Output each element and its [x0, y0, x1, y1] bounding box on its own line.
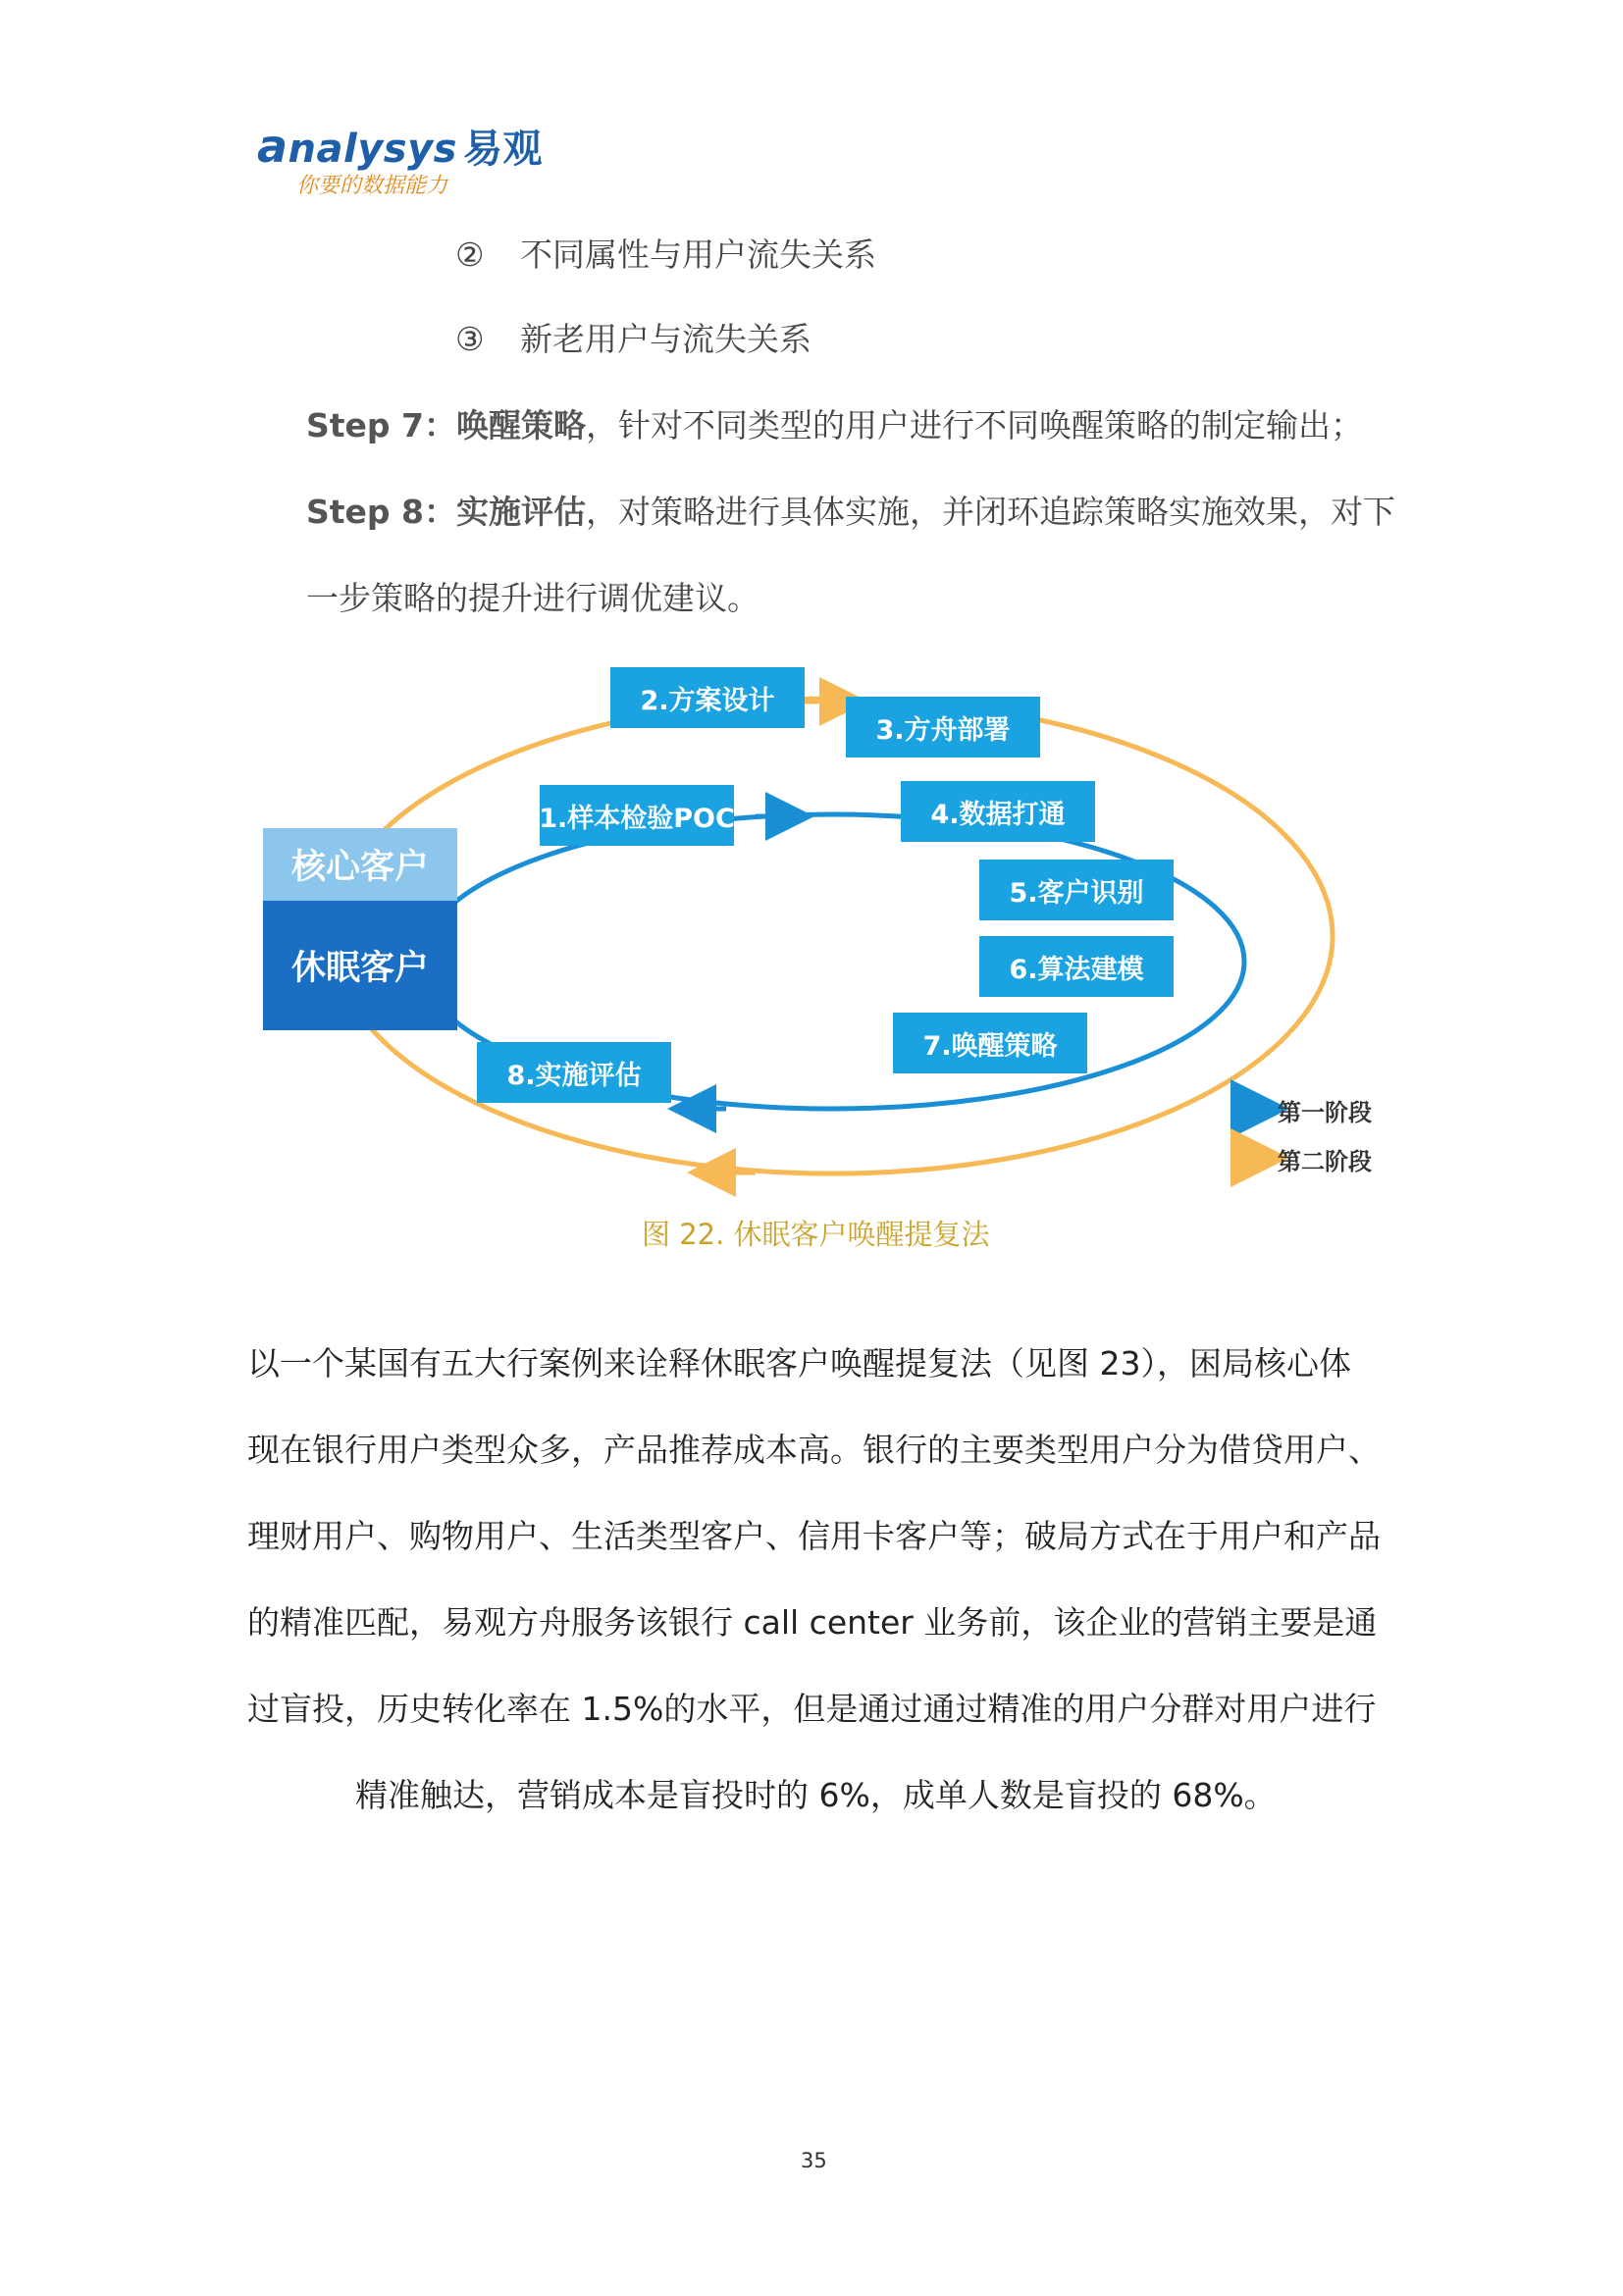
legend-phase1-label: 第一阶段 [1278, 1099, 1372, 1126]
dormant-customer-box: 休眠客户 [263, 901, 457, 1030]
logo-tagline: 你要的数据能力 [296, 174, 448, 198]
body-line: 的精准匹配，易观方舟服务该银行 call center 业务前，该企业的营销主要是通 [247, 1603, 1378, 1642]
step-8: Step 8：实施评估，对策略进行具体实施，并闭环追踪策略实施效果，对下 [306, 493, 1395, 531]
body-line: 过盲投，历史转化率在 1.5%的水平，但是通过通过精准的用户分群对用户进行 [247, 1690, 1377, 1728]
list-item: ② 不同属性与用户流失关系 [455, 235, 876, 274]
step-7: Step 7：唤醒策略，针对不同类型的用户进行不同唤醒策略的制定输出； [306, 406, 1363, 444]
page-number: 35 [801, 2149, 827, 2172]
list-item: ③ 新老用户与流失关系 [455, 320, 812, 358]
step-8-continuation: 一步策略的提升进行调优建议。 [306, 579, 759, 617]
stage-7-box: 7.唤醒策略 [893, 1013, 1087, 1073]
legend-phase2-label: 第二阶段 [1278, 1148, 1372, 1175]
body-line: 现在银行用户类型众多，产品推荐成本高。银行的主要类型用户分为借贷用户、 [247, 1431, 1381, 1469]
figure-caption: 图 22. 休眠客户唤醒提复法 [642, 1218, 990, 1251]
stage-5-box: 5.客户识别 [979, 860, 1174, 920]
stage-4-box: 4.数据打通 [901, 781, 1095, 842]
body-line: 以一个某国有五大行案例来诠释休眠客户唤醒提复法（见图 23），困局核心体 [247, 1344, 1351, 1383]
body-line: 精准触达，营销成本是盲投时的 6%，成单人数是盲投的 68%。 [355, 1776, 1277, 1814]
body-line: 理财用户、购物用户、生活类型客户、信用卡客户等；破局方式在于用户和产品 [247, 1517, 1381, 1555]
stage-3-box: 3.方舟部署 [846, 697, 1040, 757]
company-logo [257, 118, 543, 206]
stage-8-box: 8.实施评估 [477, 1042, 671, 1103]
stage-2-box: 2.方案设计 [610, 667, 805, 728]
logo-brand: analysys 易观 [257, 120, 543, 173]
core-customer-box: 核心客户 [263, 828, 457, 901]
stage-6-box: 6.算法建模 [979, 936, 1174, 997]
dormant-customer-diagram [245, 648, 1403, 1197]
stage-1-box: 1.样本检验POC [540, 785, 734, 846]
